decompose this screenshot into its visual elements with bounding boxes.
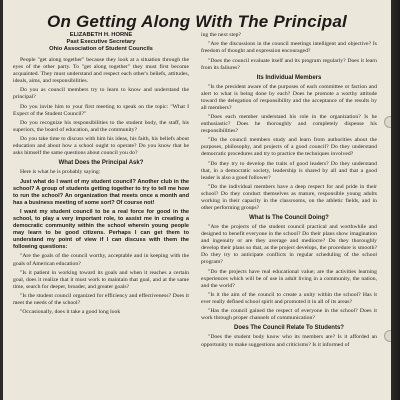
paragraph: "Do the council members study and learn from authorities about the purposes, philosophy, and projects of a good council? Do they understand democratic procedures and try to practice the techniques involved? (201, 137, 377, 158)
author-org: Ohio Association of Student Councils (49, 46, 153, 52)
paragraph: "Has the council gained the respect of everyone in the school? Does it work through proper channels of communication? (201, 308, 377, 322)
paragraph: "Is it patient in working toward its goals and when it reaches a certain goal, does it realize that it must work to maintain that goal, and at the same time, search for deeper, broader, and greater goals? (13, 269, 189, 290)
binder-hole (384, 330, 391, 342)
paragraph: "Are the projects of the student council practical and worthwhile and designed to benefit everyone in the school? Do their plans show imagination and ingenuity or are they average and mediocre? Do they thoroughly develop their plans so that, as the project develops, the procedure is smooth? Do they try to anticipate conflicts in regular scheduling of the school program? (201, 224, 377, 266)
author-name: ELIZABETH H. HORNE (69, 32, 133, 38)
paragraph: "Are the discussions in the council meetings intelligent and objective? Is freedom of thought and expression encouraged? (201, 41, 377, 55)
paragraph: "Does the student body know who its members are? Is it afforded an opportunity to make suggestions and criticisms? Is it informed of (201, 334, 377, 348)
paragraph: "Do the individual members have a deep respect for and pride in their school? Do they conduct themselves as mature, responsible young adults working in their capacity in the classrooms, on the athletic fields, and in other performing groups? (201, 184, 377, 212)
paragraph: ing the next step? (201, 32, 241, 38)
paragraph: "Occasionally, does it take a good long look (20, 309, 121, 316)
byline (13, 32, 189, 53)
author-role: Past Executive Secretary (66, 39, 136, 45)
paragraph: "Do they try to develop the traits of good leaders? Do they understand that, in a democratic society, leadership is shared by all and that a good leader is also a good follower? (201, 160, 377, 181)
paragraph: Do you take time to discuss with him his ideas, his faith, his beliefs about education and about how a school ought to operate? Do you know that he asks himself the same questions about council you do? (13, 136, 189, 157)
binder-hole (384, 116, 391, 128)
paragraph: Here is what he is probably saying: (20, 169, 101, 176)
paragraph: "Are the goals of the council worthy, acceptable and in keeping with the goals of American education? (13, 253, 189, 267)
section-heading: Its Individual Members (256, 74, 322, 81)
paragraph: Do you as council members try to learn to know and understand the principal? (13, 87, 189, 101)
bold-paragraph: Just what do I want of my student council? Another club in the school? A group of students getting together to try to tell me how to run the school? An organization that meets once a month and has a business meeting of some sort? Of course not! (13, 178, 189, 206)
right-column (201, 32, 377, 351)
paragraph: "Does each member understand his role in the organization? Is he enthusiastic? Does he thoroughly and completely dispense his responsibilities? (201, 114, 377, 135)
paragraph: "Do the projects have real educational value; are the activities learning experiences which will be of use in adult living in a community, the nation, and the world? (201, 268, 377, 289)
paragraph: People "get along together" because they look at a situation through the eyes of the other party. To "get along together" they must first become acquainted. They must understand and respect each other's beliefs, attitudes, ideals, aims, and responsibilities. (13, 57, 189, 85)
left-column (13, 32, 189, 319)
section-heading: Does The Council Relate To Students? (234, 325, 344, 332)
paragraph: Do you invite him to your first meeting to speak on the topic: "What I Expect of the Student Council?" (13, 103, 189, 117)
page-edge-shadow (391, 0, 400, 400)
paragraph: "Is it the aim of the council to create a unity within the school? Has it ever really defined school spirit and promoted it in all of its areas? (201, 292, 377, 306)
paragraph: "Is the student council organized for efficiency and effectiveness? Does it meet the needs of the school? (13, 293, 189, 307)
section-heading: What Does the Principal Ask? (58, 160, 144, 167)
bold-paragraph: I want my student council to be a real force for good in the school, to play a very important role, to assist me in creating a democratic community within the school wherein young people may learn to be good citizens. Perhaps I can get them to understand my point of view if I can discuss with them the following questions: (13, 209, 189, 251)
paragraph: Do you recognize his responsibilities to the student body, the staff, his superiors, the board of education, and the community? (13, 119, 189, 133)
document-page (3, 0, 391, 400)
article-title: On Getting Along With The Principal (47, 12, 347, 31)
paragraph: "Is the president aware of the purposes of each committee or faction and alert to what is being done by each? Does he promote a worthy attitude toward the delegation of responsibility and the acceptance of the results by all members? (201, 83, 377, 111)
paragraph: "Does the council evaluate itself and its program regularly? Does it learn from its failures? (201, 57, 377, 71)
section-heading: What Is The Council Doing? (249, 215, 329, 222)
